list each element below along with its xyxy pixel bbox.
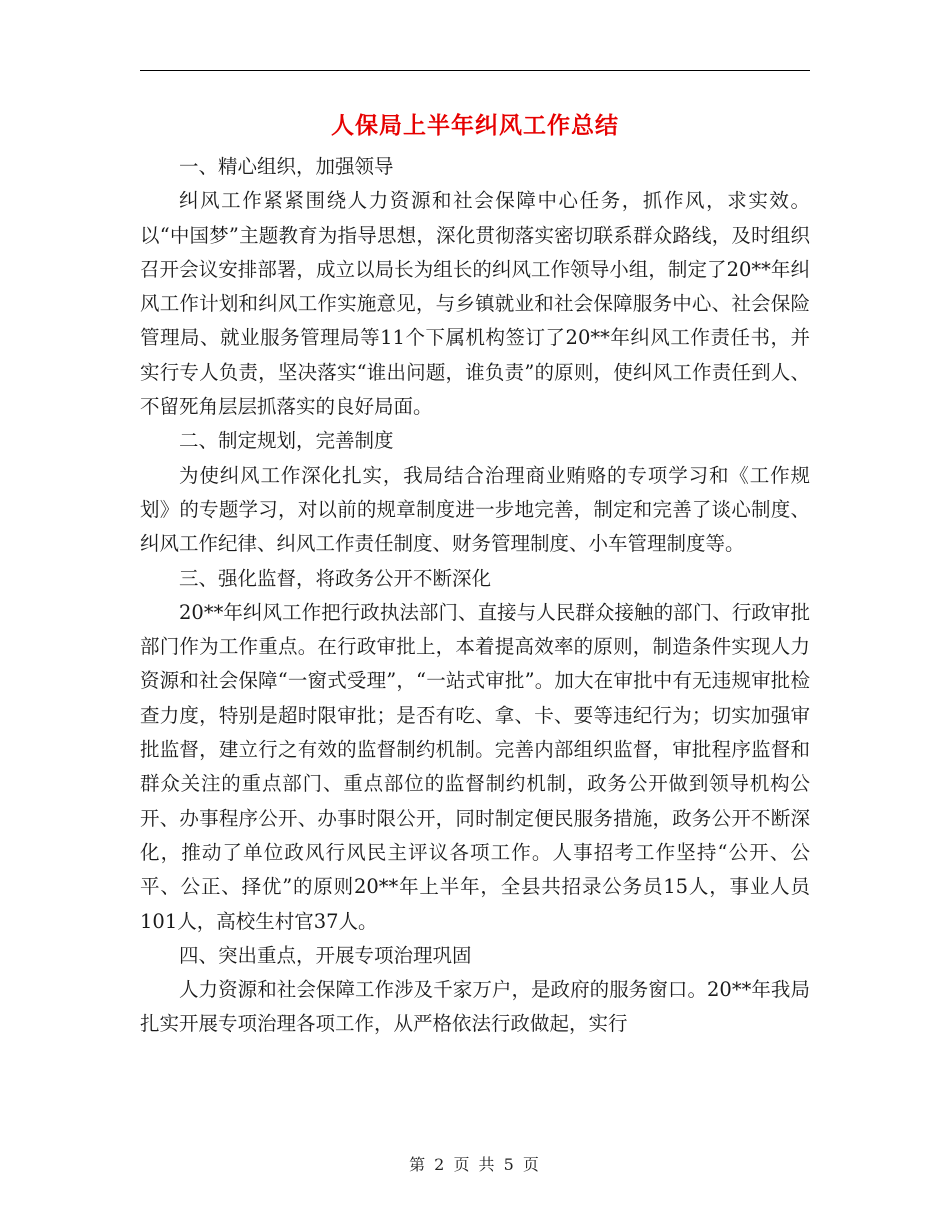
- section-heading-4: 四、突出重点，开展专项治理巩固: [179, 943, 472, 967]
- document-body: [140, 150, 810, 1042]
- document-title: 人保局上半年纠风工作总结: [331, 112, 619, 139]
- section-paragraph-4: 人力资源和社会保障工作涉及千家万户，是政府的服务窗口。20**年我局扎实开展专项治理各项工作，从严格依法行政做起，实行: [140, 978, 810, 1036]
- section-heading-1: 一、精心组织，加强领导: [179, 155, 394, 178]
- section-paragraph-1: 纠风工作紧紧围绕人力资源和社会保障中心任务，抓作风，求实效。以“中国梦”主题教育为指导思想，深化贯彻落实密切联系群众路线，及时组织召开会议安排部署，成立以局长为组长的纠风工作领导小组，制定了20**年纠风工作计划和纠风工作实施意见，与乡镇就业和社会保障服务中心、社会保险管理局、就业服务管理局等11个下属机构签订了20**年纠风工作责任书，并实行专人负责，坚决落实“谁出问题，谁负责”的原则，使纠风工作责任到人、不留死角层层抓落实的良好局面。: [140, 189, 810, 419]
- section-paragraph-3: 20**年纠风工作把行政执法部门、直接与人民群众接触的部门、行政审批部门作为工作重点。在行政审批上，本着提高效率的原则，制造条件实现人力资源和社会保障“一窗式受理”，“一站式审批”。加大在审批中有无违规审批检查力度，特别是超时限审批；是否有吃、拿、卡、要等违纪行为；切实加强审批监督，建立行之有效的监督制约机制。完善内部组织监督，审批程序监督和群众关注的重点部门、重点部位的监督制约机制，政务公开做到领导机构公开、办事程序公开、办事时限公开，同时制定便民服务措施，政务公开不断深化，推动了单位政风行风民主评议各项工作。人事招考工作坚持“公开、公平、公正、择优”的原则20**年上半年，全县共招录公务员15人，事业人员101人，高校生村官37人。: [140, 600, 810, 933]
- section-paragraph-2: 为使纠风工作深化扎实，我局结合治理商业贿赂的专项学习和《工作规划》的专题学习，对以前的规章制度进一步地完善，制定和完善了谈心制度、纠风工作纪律、纠风工作责任制度、财务管理制度、小车管理制度等。: [140, 463, 810, 556]
- section-heading-3: 三、强化监督，将政务公开不断深化: [179, 566, 492, 590]
- page-number-footer: 第 2 页 共 5 页: [409, 1155, 541, 1174]
- section-heading-2: 二、制定规划，完善制度: [179, 429, 394, 453]
- header-rule: [140, 70, 810, 71]
